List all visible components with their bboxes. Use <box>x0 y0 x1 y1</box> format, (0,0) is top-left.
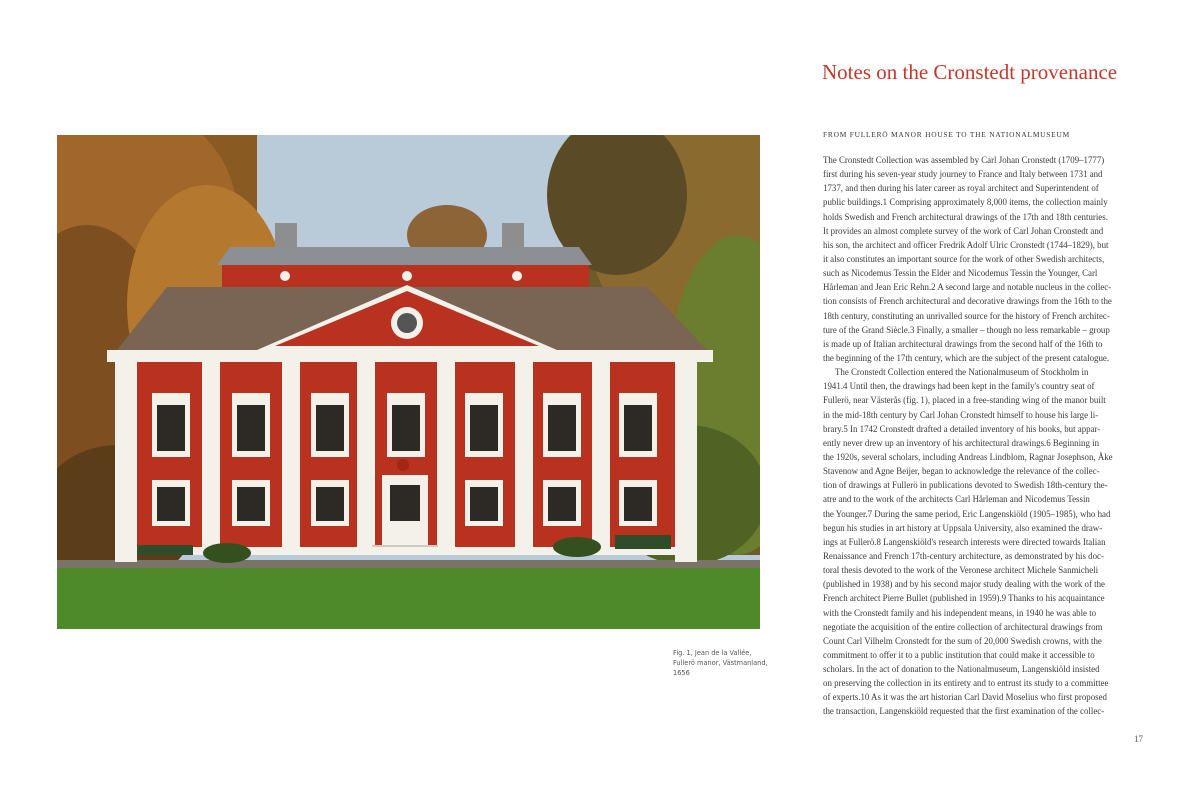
body-line: French architect Pierre Bullet (published in 1959).9 Thanks to his acquaintance <box>823 593 1105 604</box>
body-line: the beginning of the 17th century, which are the subject of the present catalogue. <box>823 352 1110 363</box>
body-line: in the mid-18th century by Carl Johan Cronstedt himself to house his large li- <box>823 409 1099 420</box>
body-line: It provides an almost complete survey of the work of Carl Johan Cronstedt and <box>823 225 1104 236</box>
body-line: scholars. In the act of donation to the Nationalmuseum, Langenskiöld insisted <box>823 664 1100 675</box>
body-line: his son, the architect and officer Fredrik Adolf Ulric Cronstedt (1744–1829), but <box>823 239 1109 250</box>
body-line: is made up of Italian architectural drawings from the second half of the 16th to <box>823 338 1103 349</box>
figure-caption <box>673 648 773 678</box>
body-line: 1737, and then during his later career as royal architect and Superintendent of <box>823 183 1099 194</box>
body-line: Fullerö, near Västerås (fig. 1), placed in a free-standing wing of the manor built <box>823 395 1106 406</box>
caption-line: Fig. 1, Jean de la Vallée, <box>673 649 752 657</box>
body-line: 1941.4 Until then, the drawings had been kept in the family's country seat of <box>823 381 1095 392</box>
body-line: tion consists of French architectural and decorative drawings from the 16th to the <box>823 296 1112 307</box>
body-line: tion of drawings at Fullerö in publications devoted to Swedish 18th-century the- <box>823 480 1108 491</box>
body-line: atre and to the work of the architects Carl Hårleman and Nicodemus Tessin <box>823 494 1090 505</box>
lawn <box>57 560 760 629</box>
body-line: the Younger.7 During the same period, Eric Langenskiöld (1905–1985), who had <box>823 508 1111 519</box>
body-line: ently never drew up an inventory of his architectural drawings.6 Beginning in <box>823 437 1100 448</box>
body-line: (published in 1938) and by his second major study dealing with the work of the <box>823 579 1105 590</box>
body-line: with the Cronstedt family and his independent means, in 1940 he was able to <box>823 607 1097 618</box>
body-line: on preserving the collection in its entirety and to entrust its study to a committee <box>823 678 1109 689</box>
body-line: commitment to offer it to a public institution that could make it accessible to <box>823 649 1095 660</box>
body-line: Count Carl Vilhelm Cronstedt for the sum of 20,000 Swedish crowns, with the <box>823 635 1102 646</box>
body-line: The Cronstedt Collection was assembled by Carl Johan Cronstedt (1709–1777) <box>823 155 1105 165</box>
body-line: The Cronstedt Collection entered the Nationalmuseum of Stockholm in <box>835 367 1089 378</box>
page-title: Notes on the Cronstedt provenance <box>822 60 1118 84</box>
body-line: Hårleman and Jean Eric Rehn.2 A second large and notable nucleus in the collec- <box>823 282 1112 293</box>
body-line: holds Swedish and French architectural drawings of the 17th and 18th centuries. <box>823 211 1108 222</box>
caption-line: Fullerö manor, Västmanland, <box>673 659 768 667</box>
caption-line: 1656 <box>673 669 690 677</box>
body-line: toral thesis devoted to the work of the Veronese architect Michele Sanmicheli <box>823 565 1099 576</box>
body-line: brary.5 In 1742 Cronstedt drafted a detailed inventory of his books, but appar- <box>823 423 1101 434</box>
page-number: 17 <box>1134 734 1143 744</box>
body-line: first during his seven-year study journey to France and Italy between 1731 and <box>823 169 1103 180</box>
upper-roof <box>217 247 592 265</box>
body-line: of experts.10 As it was the art historian Carl David Moselius who first proposed <box>823 692 1107 703</box>
body-line: begun his studies in art history at Uppsala University, also examined the draw- <box>823 522 1103 533</box>
manor-photograph <box>57 135 760 629</box>
section-subtitle: FROM FULLERÖ MANOR HOUSE TO THE NATIONALMUSEUM <box>823 130 1070 139</box>
body-line: the transaction, Langenskiöld requested that the first examination of the collec- <box>823 706 1105 717</box>
body-line: the 1920s, several scholars, including Andreas Lindblom, Ragnar Josephson, Åke <box>823 451 1113 462</box>
body-line: Stavenow and Agne Beijer, began to acknowledge the relevance of the collec- <box>823 466 1100 477</box>
body-line: it also constitutes an important source for the work of other Swedish architects, <box>823 253 1105 264</box>
body-line: ture of the Grand Siècle.3 Finally, a smaller – though no less remarkable – group <box>823 324 1110 335</box>
body-line: public buildings.1 Comprising approximately 8,000 items, the collection mainly <box>823 197 1108 208</box>
body-text <box>823 153 1145 719</box>
body-line: ings at Fullerö.8 Langenskiöld's research interests were directed towards Italian <box>823 536 1106 547</box>
body-line: 18th century, constituting an unrivalled source for the history of French architec- <box>823 310 1110 321</box>
body-line: negotiate the acquisition of the entire collection of architectural drawings from <box>823 621 1103 632</box>
body-line: such as Nicodemus Tessin the Elder and Nicodemus Tessin the Younger, Carl <box>823 268 1098 279</box>
body-line: Renaissance and French 17th-century architecture, as demonstrated by his doc- <box>823 550 1104 561</box>
